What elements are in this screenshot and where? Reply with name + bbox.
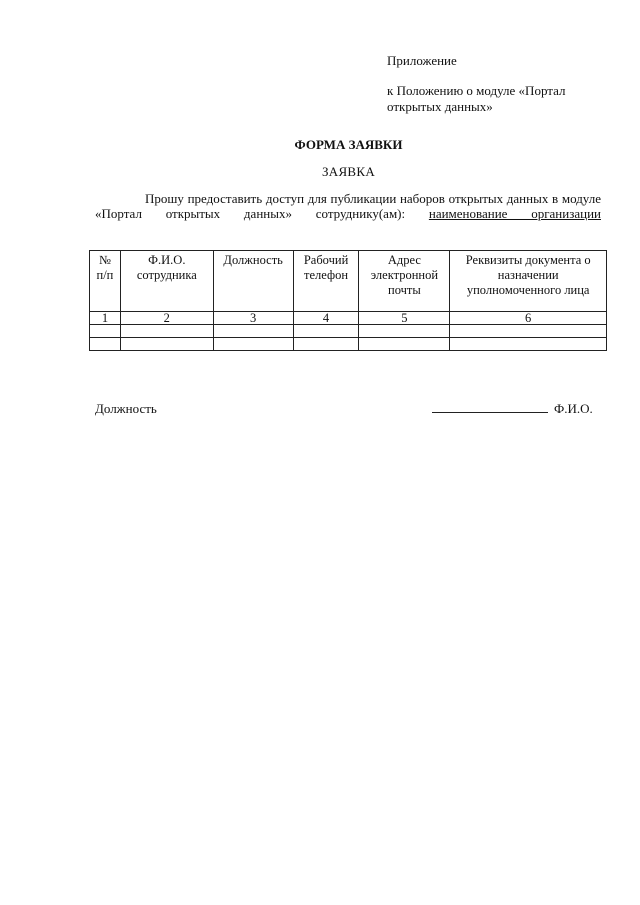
table-cell <box>120 338 213 351</box>
employee-table <box>89 250 607 351</box>
table-row <box>90 338 607 351</box>
column-number-3: 3 <box>213 312 293 325</box>
column-number-5: 5 <box>359 312 450 325</box>
signature-line <box>432 412 548 413</box>
request-text-wrapper <box>95 191 601 221</box>
column-number-2: 2 <box>120 312 213 325</box>
header-full-name: Ф.И.О. сотрудника <box>120 251 213 312</box>
table-cell <box>359 325 450 338</box>
header-number: № п/п <box>90 251 121 312</box>
table-number-row <box>90 312 607 325</box>
header-work-phone: Рабочий телефон <box>293 251 359 312</box>
appendix-title: Приложение <box>387 53 457 68</box>
signature-name-label: Ф.И.О. <box>554 401 593 416</box>
signature-block <box>432 401 602 417</box>
appendix-reference-line-2: открытых данных» <box>387 99 493 114</box>
table-cell <box>213 338 293 351</box>
table-cell <box>359 338 450 351</box>
header-position: Должность <box>213 251 293 312</box>
table-row <box>90 325 607 338</box>
table-cell <box>450 338 607 351</box>
organization-name-placeholder: наименование организации <box>428 206 601 221</box>
form-subtitle: ЗАЯВКА <box>321 164 376 179</box>
signature-position-label: Должность <box>95 401 157 416</box>
header-email: Адрес электронной почты <box>359 251 450 312</box>
table-cell <box>90 325 121 338</box>
table-cell <box>213 325 293 338</box>
table-cell <box>90 338 121 351</box>
column-number-6: 6 <box>450 312 607 325</box>
request-text: Прошу предоставить доступ для публикации наборов открытых данных в модуле «Портал открытых данных» сотруднику(ам): <box>95 191 601 221</box>
table-cell <box>293 338 359 351</box>
header-document-details: Реквизиты документа о назначении уполномоченного лица <box>450 251 607 312</box>
form-title: ФОРМА ЗАЯВКИ <box>294 137 403 152</box>
column-number-1: 1 <box>90 312 121 325</box>
table-cell <box>120 325 213 338</box>
request-paragraph <box>95 191 601 221</box>
table-cell <box>450 325 607 338</box>
table-cell <box>293 325 359 338</box>
column-number-4: 4 <box>293 312 359 325</box>
appendix-reference-line-1: к Положению о модуле «Портал <box>387 83 566 98</box>
table-header-row <box>90 251 607 312</box>
appendix-note <box>387 53 617 115</box>
